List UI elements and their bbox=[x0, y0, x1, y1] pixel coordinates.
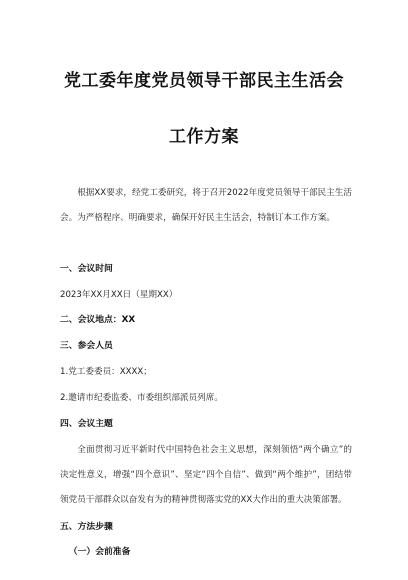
section-heading-location: 二、会议地点：XX bbox=[60, 315, 136, 325]
section-heading-steps: 五、方法步骤 bbox=[60, 522, 113, 532]
intro-paragraph: 根据XX要求，经党工委研究，将于召开2022年度党员领导干部民主生活会。为严格程序、明确要求，确保开好民主生活会，特制订本工作方案。 bbox=[60, 188, 352, 223]
section-heading-time: 一、会议时间 bbox=[60, 264, 113, 274]
meeting-time-value: 2023年XX月XX日（星期XX） bbox=[60, 290, 178, 300]
document-title-line-2: 工作方案 bbox=[169, 127, 239, 147]
theme-paragraph: 全面贯彻习近平新时代中国特色社会主义思想，深刻领悟“两个确立”的决定性意义，增强“四个意识”、坚定“四个自信”、做到“两个维护”，团结带领党员干部群众以奋发有为的精神贯彻落实党的XX大作出的重大决策部署。 bbox=[60, 445, 352, 505]
section-heading-attendees: 三、参会人员 bbox=[60, 341, 113, 351]
subsection-heading-preparation: （一）会前准备 bbox=[68, 547, 131, 557]
section-heading-theme: 四、会议主题 bbox=[60, 419, 113, 429]
attendee-item-2: 2.邀请市纪委监委、市委组织部派员列席。 bbox=[60, 393, 223, 403]
document-title-line-1: 党工委年度党员领导干部民主生活会 bbox=[64, 71, 344, 91]
attendee-item-1: 1.党工委委员：XXXX； bbox=[60, 367, 152, 377]
